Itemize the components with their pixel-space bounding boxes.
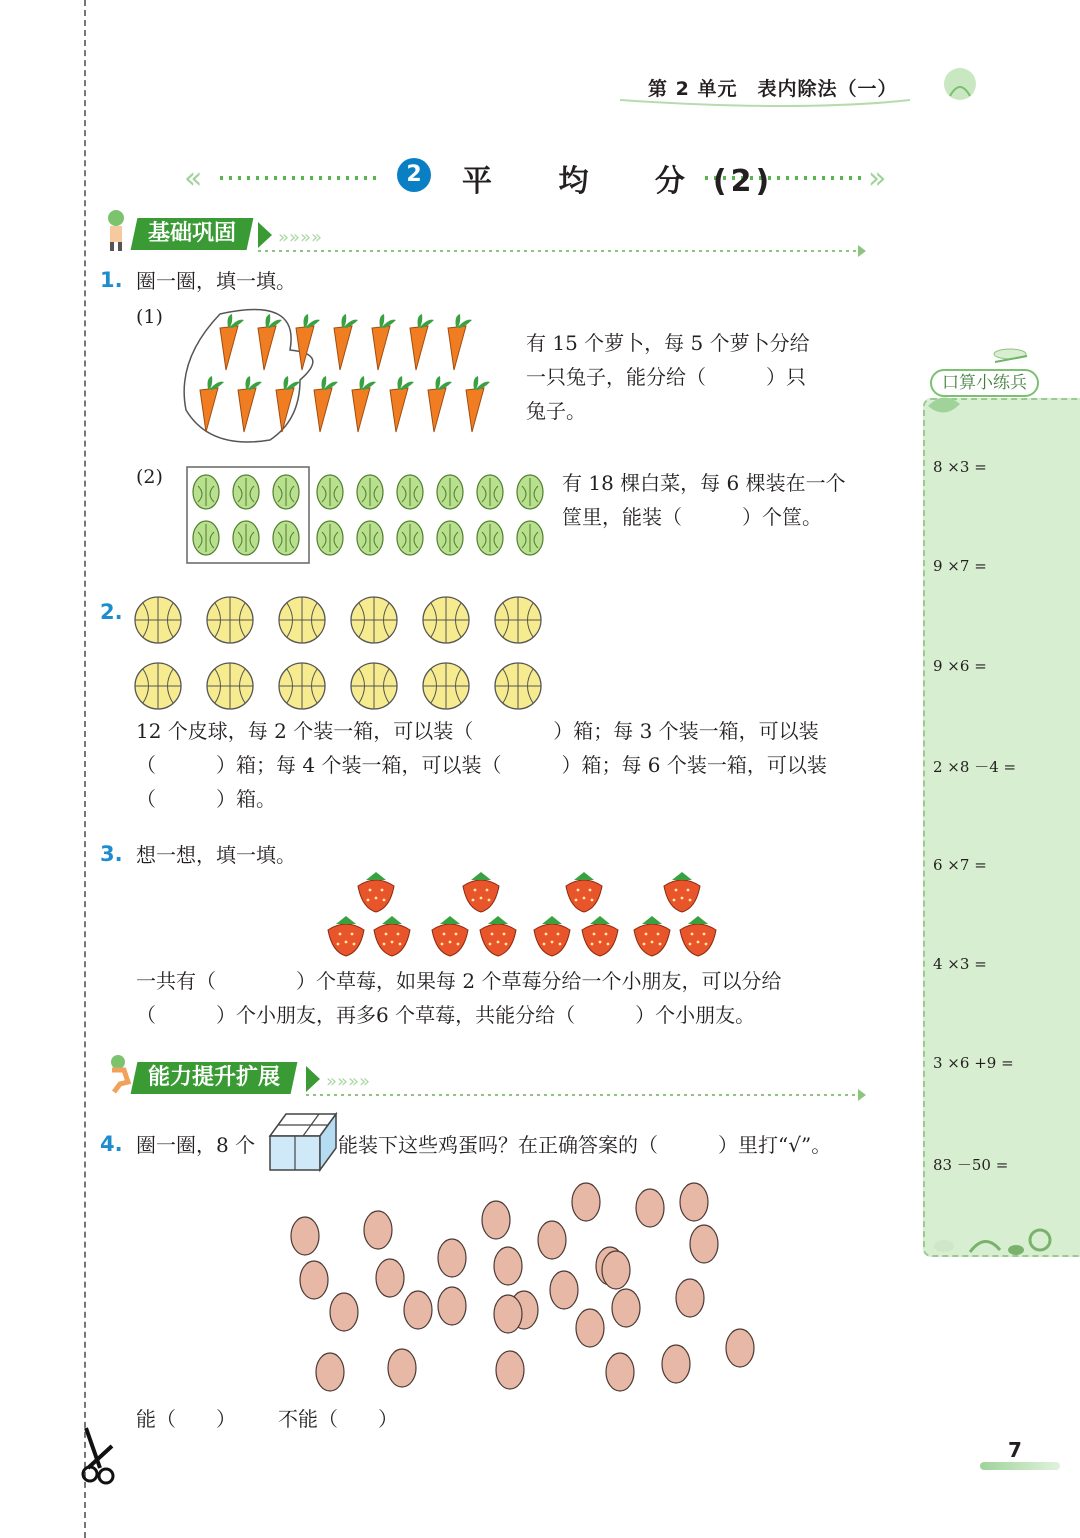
q4-answer-no[interactable]: 不能（ ） xyxy=(278,1407,398,1431)
q2-line1: 12 个皮球，每 2 个装一箱，可以装（ ）箱；每 3 个装一箱，可以装 xyxy=(136,719,819,743)
carrot-icon xyxy=(390,376,414,432)
strawberry-icon xyxy=(358,872,394,912)
section-advanced-rule xyxy=(306,1064,868,1104)
section-basic-rule xyxy=(258,220,868,260)
q3-prompt: 想一想，填一填。 xyxy=(136,843,296,867)
carrot-icon xyxy=(258,314,282,370)
cabbage-icon xyxy=(397,521,423,555)
q1-part2-line1: 有 18 棵白菜，每 6 棵装在一个 xyxy=(562,471,846,495)
carrot-icon xyxy=(296,314,320,370)
strawberry-icon xyxy=(634,916,670,956)
mental-math-item: 6 ×7 = xyxy=(933,855,987,874)
ball-icon xyxy=(351,663,397,709)
ball-icon xyxy=(423,663,469,709)
q2-line3: （ ）箱。 xyxy=(136,787,276,811)
mental-math-item: 83 －50 = xyxy=(933,1155,1009,1174)
carrot-icon xyxy=(352,376,376,432)
cabbage-icon xyxy=(233,521,259,555)
mental-math-title: 口算小练兵 xyxy=(930,369,1039,397)
cabbages-figure xyxy=(186,466,546,566)
q4-answer-yes[interactable]: 能（ ） xyxy=(136,1407,236,1431)
strawberry-icon xyxy=(664,872,700,912)
mental-math-item: 3 ×6 +9 = xyxy=(933,1054,1014,1073)
section-basic-label: 基础巩固 xyxy=(131,218,254,250)
carrot-icon xyxy=(428,376,452,432)
svg-text:»: » xyxy=(868,161,887,196)
eggs-figure xyxy=(280,1178,760,1398)
cabbage-icon xyxy=(193,521,219,555)
mental-math-item: 8 ×3 = xyxy=(933,458,987,476)
q1-part1-label: (1) xyxy=(136,306,163,328)
ball-icon xyxy=(423,597,469,643)
strawberry-icon xyxy=(432,916,468,956)
cabbage-icon xyxy=(397,475,423,509)
ball-icon xyxy=(207,597,253,643)
ball-icon xyxy=(279,663,325,709)
egg-icon xyxy=(550,1271,578,1309)
mental-math-panel xyxy=(923,398,1080,1257)
q1-part1-line2: 一只兔子，能分给（ ）只 xyxy=(526,365,806,389)
cabbage-icon xyxy=(193,475,219,509)
cabbage-icon xyxy=(357,475,383,509)
ball-icon xyxy=(135,663,181,709)
cabbage-icon xyxy=(517,475,543,509)
egg-icon xyxy=(690,1225,718,1263)
carrots-figure xyxy=(180,300,510,446)
scissors-icon xyxy=(74,1426,124,1486)
q1-prompt: 圈一圈，填一填。 xyxy=(136,269,296,293)
q1-part1-line3: 兔子。 xyxy=(526,399,586,423)
ball-icon xyxy=(279,597,325,643)
carrot-icon xyxy=(372,314,396,370)
egg-icon xyxy=(538,1221,566,1259)
ball-icon xyxy=(495,663,541,709)
balls-figure xyxy=(130,594,550,714)
egg-icon xyxy=(496,1351,524,1389)
svg-text:«: « xyxy=(184,161,203,196)
ball-icon xyxy=(207,663,253,709)
q4-number: 4. xyxy=(100,1132,123,1156)
egg-icon xyxy=(291,1217,319,1255)
cabbage-icon xyxy=(477,475,503,509)
strawberry-icon xyxy=(463,872,499,912)
egg-icon xyxy=(364,1211,392,1249)
egg-icon xyxy=(376,1259,404,1297)
egg-icon xyxy=(612,1289,640,1327)
q1-part1-line1: 有 15 个萝卜，每 5 个萝卜分给 xyxy=(526,331,810,355)
q1-number: 1. xyxy=(100,268,123,292)
svg-text:»»»»: »»»» xyxy=(278,227,323,248)
cabbage-icon xyxy=(273,521,299,555)
egg-icon xyxy=(300,1261,328,1299)
carrot-icon xyxy=(238,376,262,432)
carrot-icon xyxy=(314,376,338,432)
mental-math-item: 9 ×6 = xyxy=(933,656,987,675)
egg-icon xyxy=(494,1295,522,1333)
cabbage-icon xyxy=(273,475,299,509)
egg-icon xyxy=(680,1183,708,1221)
cabbage-icon xyxy=(437,521,463,555)
egg-icon xyxy=(482,1201,510,1239)
cabbage-icon xyxy=(357,521,383,555)
snail-vine-icon xyxy=(930,1222,1060,1266)
strawberries-figure xyxy=(326,870,726,962)
strawberry-icon xyxy=(680,916,716,956)
strawberry-icon xyxy=(374,916,410,956)
cabbage-icon xyxy=(317,475,343,509)
egg-icon xyxy=(662,1345,690,1383)
unit-title: 第 2 单元 表内除法（一） xyxy=(648,78,898,100)
egg-icon xyxy=(572,1183,600,1221)
section-advanced-label: 能力提升扩展 xyxy=(131,1062,298,1094)
mental-math-item: 9 ×7 = xyxy=(933,557,987,576)
q1-part2-line2: 筐里，能装（ ）个筐。 xyxy=(562,505,822,529)
carrot-icon xyxy=(410,314,434,370)
egg-box-icon xyxy=(266,1110,340,1174)
lesson-number: 2 xyxy=(397,158,431,192)
ball-icon xyxy=(351,597,397,643)
egg-icon xyxy=(330,1293,358,1331)
strawberry-icon xyxy=(566,872,602,912)
egg-icon xyxy=(316,1353,344,1391)
carrot-icon xyxy=(200,376,224,432)
lesson-title-main: 平 均 分 xyxy=(462,164,713,199)
carrot-icon xyxy=(466,376,490,432)
cabbage-icon xyxy=(437,475,463,509)
cut-line xyxy=(84,0,86,1538)
carrot-circle xyxy=(184,310,313,443)
cabbage-icon xyxy=(477,521,503,555)
q3-number: 3. xyxy=(100,842,123,866)
q4-prompt-b: 能装下这些鸡蛋吗？在正确答案的（ ）里打“√”。 xyxy=(338,1133,832,1157)
carrot-icon xyxy=(448,314,472,370)
egg-icon xyxy=(438,1287,466,1325)
egg-icon xyxy=(576,1309,604,1347)
egg-icon xyxy=(726,1329,754,1367)
q2-number: 2. xyxy=(100,600,123,624)
egg-icon xyxy=(388,1349,416,1387)
ball-icon xyxy=(495,597,541,643)
leaf-icon xyxy=(924,390,964,420)
page-number-bar xyxy=(980,1462,1060,1470)
mental-math-item: 4 ×3 = xyxy=(933,955,987,973)
strawberry-icon xyxy=(582,916,618,956)
lesson-title-paren: (2) xyxy=(712,164,774,199)
ball-icon xyxy=(135,597,181,643)
cabbage-icon xyxy=(317,521,343,555)
page-number: 7 xyxy=(1008,1438,1022,1462)
carrot-icon xyxy=(334,314,358,370)
egg-icon xyxy=(606,1353,634,1391)
egg-icon xyxy=(602,1251,630,1289)
q4-prompt-a: 圈一圈，8 个 xyxy=(136,1133,256,1157)
svg-text:»»»»: »»»» xyxy=(326,1071,371,1092)
egg-icon xyxy=(636,1189,664,1227)
egg-icon xyxy=(676,1279,704,1317)
cabbage-icon xyxy=(517,521,543,555)
egg-icon xyxy=(494,1247,522,1285)
q2-line2: （ ）箱；每 4 个装一箱，可以装（ ）箱；每 6 个装一箱，可以装 xyxy=(136,753,827,777)
q1-part2-label: (2) xyxy=(136,466,163,488)
carrot-icon xyxy=(220,314,244,370)
lesson-title xyxy=(462,156,773,200)
cabbage-icon xyxy=(233,475,259,509)
egg-icon xyxy=(404,1291,432,1329)
strawberry-icon xyxy=(328,916,364,956)
mental-math-item: 2 ×8 －4 = xyxy=(933,758,1017,777)
strawberry-icon xyxy=(534,916,570,956)
strawberry-icon xyxy=(480,916,516,956)
q3-line1: 一共有（ ）个草莓，如果每 2 个草莓分给一个小朋友，可以分给 xyxy=(136,969,782,993)
q3-line2: （ ）个小朋友，再多6 个草莓，共能分给（ ）个小朋友。 xyxy=(136,1003,756,1027)
egg-icon xyxy=(438,1239,466,1277)
